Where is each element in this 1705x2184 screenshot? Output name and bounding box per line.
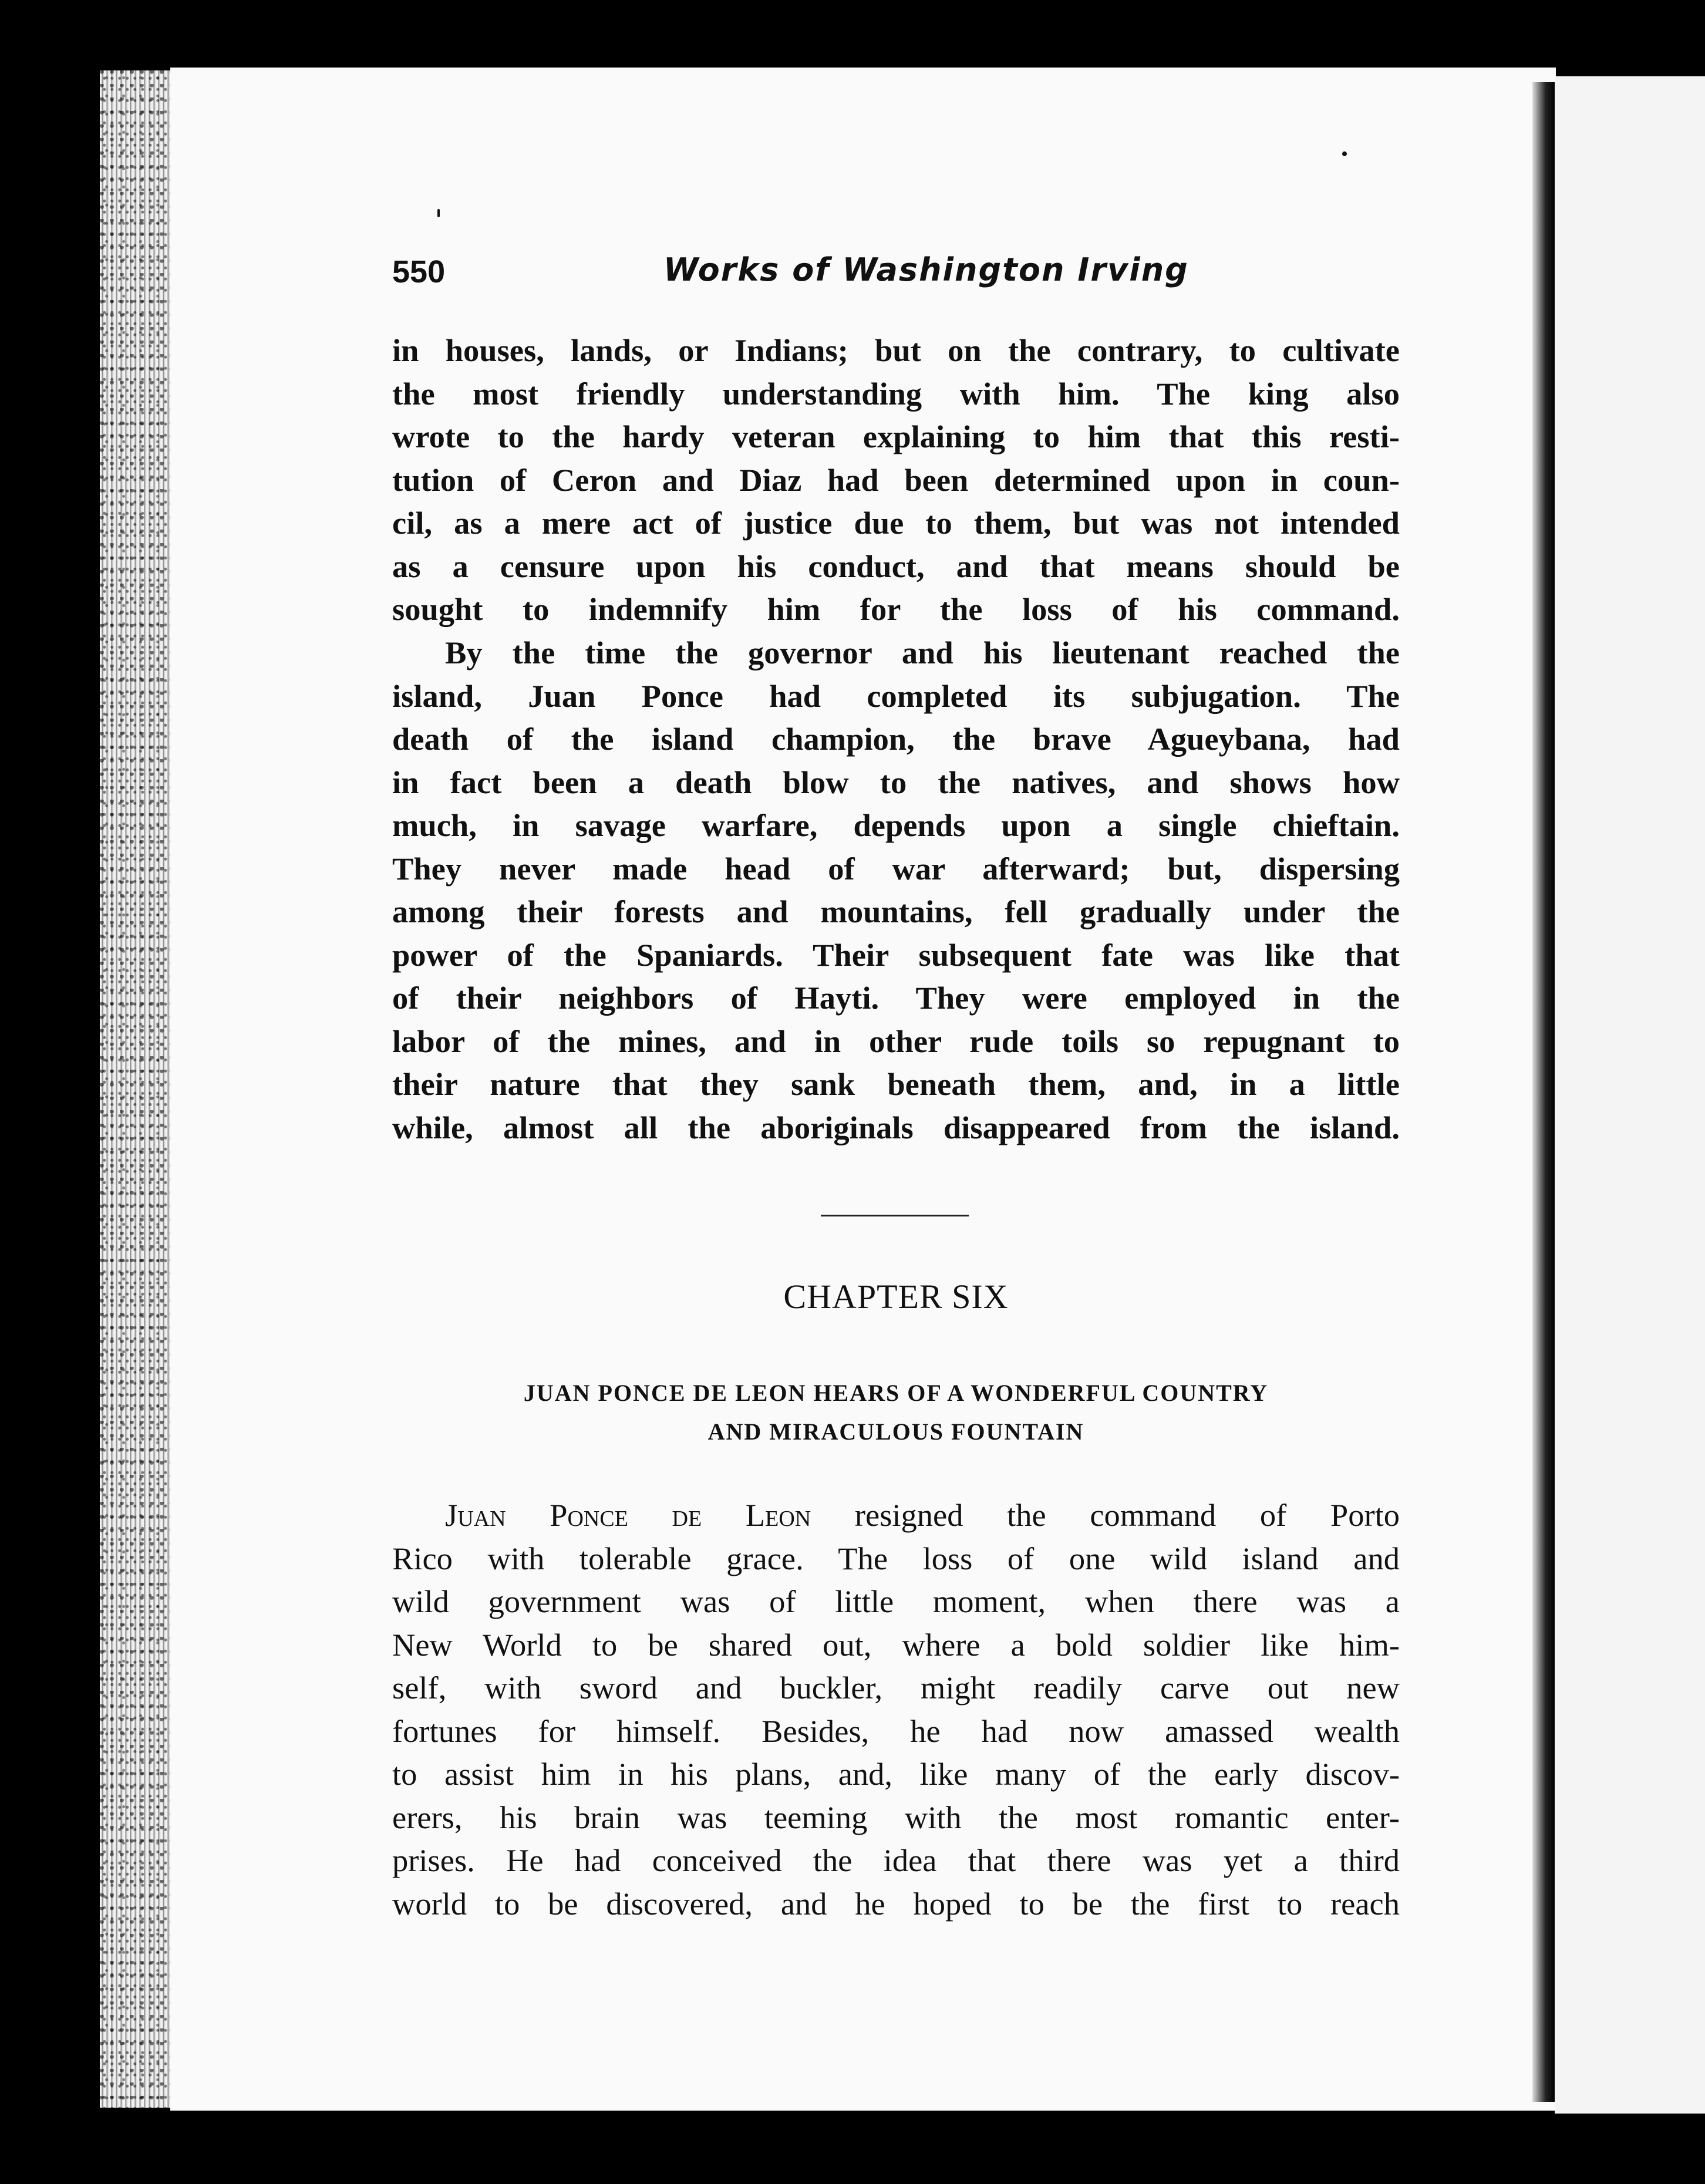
text-line: much, in savage warfare, depends upon a single chieftain. <box>392 807 1400 843</box>
book-gutter <box>1532 82 1555 2102</box>
chapter-title: CHAPTER SIX <box>783 1278 1009 1316</box>
text-line: They never made head of war afterward; but, dispersing <box>392 850 1400 887</box>
text-line: wild government was of little moment, when there was a <box>392 1583 1400 1619</box>
text-line: New World to be shared out, where a bold soldier like him- <box>392 1626 1400 1663</box>
paragraph-1 <box>392 329 1400 631</box>
text-line <box>392 1494 1400 1537</box>
section-divider <box>821 1215 969 1216</box>
running-head <box>392 251 1402 301</box>
paragraph-3 <box>392 1494 1400 1925</box>
text-line: sought to indemnify him for the loss of his command. <box>392 591 1400 627</box>
text-line: labor of the mines, and in other rude toils so repugnant to <box>392 1023 1400 1059</box>
text-line: in fact been a death blow to the natives, and shows how <box>392 764 1400 800</box>
running-title: Works of Washington Irving <box>663 251 1189 288</box>
lead-in-small-caps: Juan Ponce de Leon <box>445 1497 811 1533</box>
text-line: prises. He had conceived the idea that there was yet a third <box>392 1842 1400 1878</box>
page-edge-texture <box>100 70 176 2108</box>
text-line: as a censure upon his conduct, and that means should be <box>392 548 1400 584</box>
scan-speck <box>1342 151 1347 156</box>
text-line: world to be discovered, and he hoped to be the first to reach <box>392 1885 1400 1922</box>
text-line: erers, his brain was teeming with the most romantic enter- <box>392 1799 1400 1835</box>
text-line: Rico with tolerable grace. The loss of one wild island and <box>392 1540 1400 1576</box>
paragraph-2 <box>392 631 1400 1149</box>
text-line: in houses, lands, or Indians; but on the contrary, to cultivate <box>392 332 1400 368</box>
text-line: to assist him in his plans, and, like many of the early discov- <box>392 1756 1400 1792</box>
text-line: island, Juan Ponce had completed its subjugation. The <box>392 678 1400 714</box>
text-line: wrote to the hardy veteran explaining to him that this resti- <box>392 419 1400 454</box>
text-line: among their forests and mountains, fell gradually under the <box>392 894 1400 929</box>
chapter-subtitle-line: AND MIRACULOUS FOUNTAIN <box>707 1418 1084 1445</box>
text-fragment: resigned the command of Porto <box>854 1497 1400 1533</box>
chapter-subtitle <box>392 1374 1400 1451</box>
scan-speck <box>437 209 440 217</box>
chapter-subtitle-line: JUAN PONCE DE LEON HEARS OF A WONDERFUL COUNTRY <box>523 1380 1269 1406</box>
text-line: of their neighbors of Hayti. They were employed in the <box>392 980 1400 1016</box>
text-line: self, with sword and buckler, might readily carve out new <box>392 1670 1400 1706</box>
text-line: death of the island champion, the brave Agueybana, had <box>392 721 1400 757</box>
text-line: cil, as a mere act of justice due to them, but was not intended <box>392 505 1400 541</box>
facing-page-edge <box>1555 76 1705 2114</box>
text-line: power of the Spaniards. Their subsequent fate was like that <box>392 936 1400 973</box>
text-line: tution of Ceron and Diaz had been determined upon in coun- <box>392 461 1400 498</box>
text-line: the most friendly understanding with him. The king also <box>392 375 1400 412</box>
text-line: fortunes for himself. Besides, he had now amassed wealth <box>392 1713 1400 1749</box>
text-line: while, almost all the aboriginals disappeared from the island. <box>392 1109 1400 1145</box>
page-number: 550 <box>392 254 446 289</box>
text-line: By the time the governor and his lieutenant reached the <box>445 635 1400 670</box>
text-line: their nature that they sank beneath them, and, in a little <box>392 1066 1400 1102</box>
